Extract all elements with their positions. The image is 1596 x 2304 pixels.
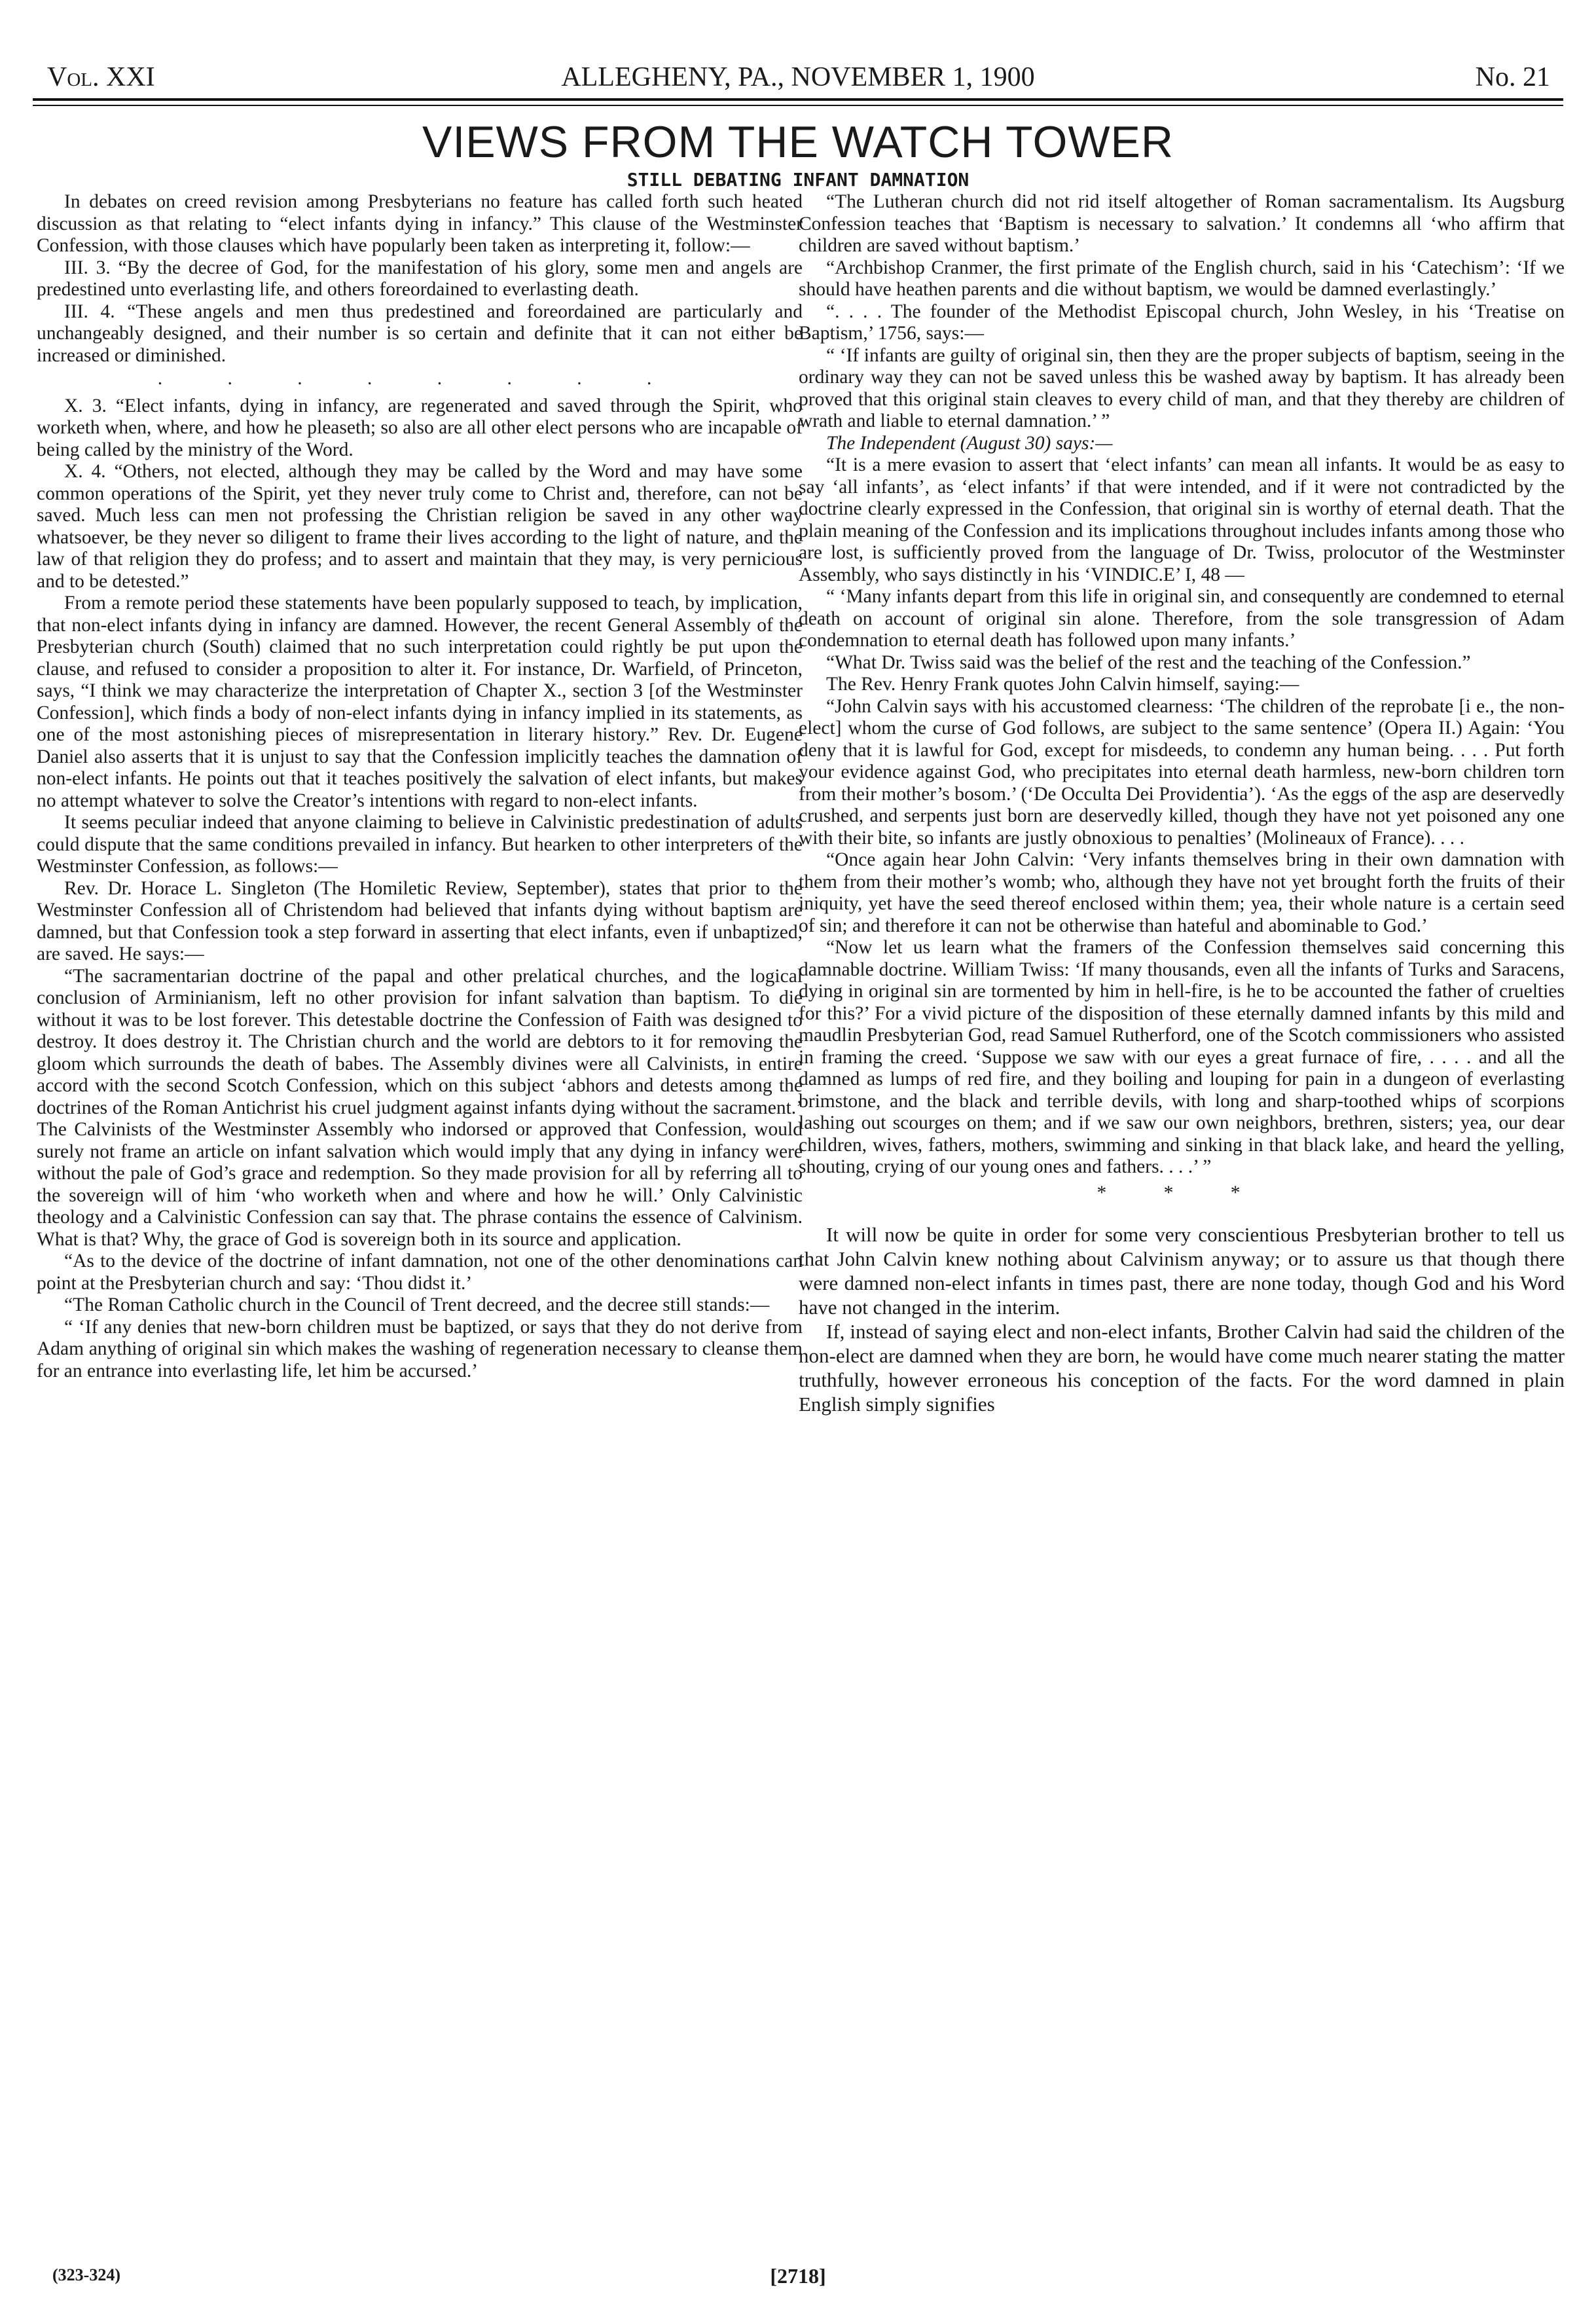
paragraph: It will now be quite in order for some very conscientious Presbyterian brother to tell us that John Calvin knew nothing about Calvinism anyway; or to assure us that though there were damned non-elect infants in times past, there are none today, though God and his Word have not changed in the interim. [799,1223,1565,1319]
paragraph: X. 4. “Others, not elected, although they may be called by the Word and may have some common operations of the Spirit, yet they never truly come to Christ and, therefore, can not be saved. Much less can men not professing the Christian religion be saved in any other way whatsoever, be they never so diligent to frame their lives according to the light of nature, and the law of that religion they do profess; and to assert and maintain that they may, is very pernicious and to be detested.” [37,461,803,592]
paragraph: If, instead of saying elect and non-elect infants, Brother Calvin had said the children of the non-elect are damned when they are born, he would have come much nearer stating the matter truthfully, however erroneous his conception of the facts. For the word damned in plain English simply signifies [799,1320,1565,1416]
paragraph: In debates on creed revision among Presbyterians no feature has called forth such heated discussion as that relating to “elect infants dying in infancy.” This clause of the Westminster Confession, with those clauses which have popularly been taken as interpreting it, follow:— [37,191,803,256]
paragraph: Rev. Dr. Horace L. Singleton (The Homiletic Review, September), states that prior to the Westminster Confession all of Christendom had believed that infants dying without baptism are damned, but that Confession took a step forward in asserting that elect infants, even if unbaptized, are saved. He says:— [37,877,803,964]
right-column [799,191,1565,1416]
page-range: (323-324) [52,2265,120,2284]
paragraph: “ ‘Many infants depart from this life in original sin, and consequently are condemned to eternal death on account of original sin alone. Therefore, from the sole transgression of Adam condemnation to eternal death has followed upon many infants.’ [799,586,1565,651]
paragraph: “John Calvin says with his accustomed clearness: ‘The children of the reprobate [i e., the non-elect] whom the curse of God follows, are subject to the same sentence’ (Opera II.) Again: ‘You deny that it is lawful for God, except for misdeeds, to condemn any human being. . . . Put forth your evidence against God, who precipitates into eternal death harmless, new-born children torn from their mother’s bosom.’ (‘De Occulta Dei Providentia’). ‘As the eggs of the asp are deservedly crushed, and serpents just born are deservedly killed, though they have not yet poisoned any one with their bite, so infants are justly obnoxious to penalties’ (Molineaux of France). . . . [799,695,1565,849]
paragraph: “The sacramentarian doctrine of the papal and other prelatical churches, and the logical conclusion of Arminianism, left no other provision for infant salvation than baptism. To die without it was to be lost forever. This detestable doctrine the Confession of Faith was designed to destroy. It does destroy it. The Christian church and the world are debtors to it for removing the gloom which surrounds the death of babes. The Assembly divines were all Calvinists, in entire accord with the second Scotch Confession, which on this subject ‘abhors and detests among the doctrines of the Roman Antichrist his cruel judgment against infants dying without the sacrament.’ The Calvinists of the Westminster Assembly who indorsed or approved that Confession, would surely not frame an article on infant salvation which would imply that any dying in infancy were without the pale of God’s grace and redemption. So they made provision for all by referring all to the sovereign will of him ‘who worketh when and where and how he will.’ Only Calvinistic theology and a Calvinistic Confession can say that. The phrase contains the essence of Calvinism. What is that? Why, the grace of God is sovereign both in its source and application. [37,965,803,1250]
page-number: [2718] [770,2264,826,2288]
page-title: VIEWS FROM THE WATCH TOWER [422,117,1174,167]
paragraph: “What Dr. Twiss said was the belief of the rest and the teaching of the Confession.” [826,651,1471,673]
left-column [37,191,803,1382]
paragraph: “Archbishop Cranmer, the first primate of the English church, said in his ‘Catechism’: ‘If we should have heathen parents and die without baptism, we would be damned everlastingly.’ [799,257,1565,300]
paragraph: “ ‘If any denies that new-born children must be baptized, or says that they do not derive from Adam anything of original sin which makes the washing of regeneration necessary to cleanse them for an entrance into everlasting life, let him be accursed.’ [37,1316,803,1381]
paragraph: III. 3. “By the decree of God, for the manifestation of his glory, some men and angels are predestined unto everlasting life, and others foreordained to everlasting death. [37,257,803,300]
masthead [33,52,1563,98]
paragraph: From a remote period these statements have been popularly supposed to teach, by implication, that non-elect infants dying in infancy are damned. However, the recent General Assembly of the Presbyterian church (South) claimed that no such interpretation could rightly be put upon the clause, and refused to consider a proposition to alter it. For instance, Dr. Warfield, of Princeton, says, “I think we may characterize the interpretation of Chapter X., section 3 [of the Westminster Confession], which finds a body of non-elect infants dying in infancy implied in its statements, as one of the most astonishing pieces of misrepresentation in literary history.” Rev. Dr. Eugene Daniel also asserts that it is unjust to say that the Confession implicitly teaches the damnation of non-elect infants. He points out that it teaches positively the salvation of elect infants, but makes no attempt whatever to solve the Creator’s intentions with regard to non-elect infants. [37,593,803,811]
ellipsis-divider: . . . . . . . . [157,368,682,389]
issue-number: No. 21 [1475,62,1550,92]
article-subtitle: STILL DEBATING INFANT DAMNATION [626,169,970,191]
paragraph: “The Lutheran church did not rid itself altogether of Roman sacramentalism. Its Augsburg Confession teaches that ‘Baptism is necessary to salvation.’ It condemns all ‘who affirm that children are saved without baptism.’ [799,191,1565,256]
paragraph: “ ‘If infants are guilty of original sin, then they are the proper subjects of baptism, seeing in the ordinary way they can not be saved unless this be washed away by baptism. It has already been proved that this original stain cleaves to every child of man, and that they thereby are children of wrath and liable to eternal damnation.’ ” [799,344,1565,431]
paragraph: The Rev. Henry Frank quotes John Calvin himself, saying:— [826,674,1299,695]
paragraph: It seems peculiar indeed that anyone claiming to believe in Calvinistic predestination of adults could dispute that the same conditions prevailed in infancy. But hearken to other interpreters of the Westminster Confession, as follows:— [37,812,803,877]
paragraph: “Once again hear John Calvin: ‘Very infants themselves bring in their own damnation with them from their mother’s womb; who, although they have not yet brought forth the fruits of their iniquity, yet have the seed thereof enclosed within them; yea, their whole nature is a certain seed of sin; and therefore it can not be otherwise than hateful and abominable to God.’ [799,849,1565,936]
paragraph: “It is a mere evasion to assert that ‘elect infants’ can mean all infants. It would be as easy to say ‘all infants’, as ‘elect infants’ if that were intended, and if it were not contradicted by the doctrine clearly expressed in the Confession, that original sin is worthy of eternal death. That the plain meaning of the Confession and its implications throughout includes infants among those who are lost, is sufficiently proved from the language of Dr. Twiss, prolocutor of the Westminster Assembly, who says distinctly in his ‘VINDIC.E’ I, 48 — [799,454,1565,585]
paragraph: “. . . . The founder of the Methodist Episcopal church, John Wesley, in his ‘Treatise on Baptism,’ 1756, says:— [799,301,1565,344]
paragraph: “As to the device of the doctrine of infant damnation, not one of the other denominations can point at the Presbyterian church and say: ‘Thou didst it.’ [37,1251,803,1294]
volume-label: Vol. XXI [47,62,155,92]
paragraph: III. 4. “These angels and men thus predestined and foreordained are particularly and unchangeably designed, and their number is so certain and definite that it can not either be increased or diminished. [37,301,803,366]
paragraph: “The Roman Catholic church in the Council of Trent decreed, and the decree still stands:— [64,1294,770,1315]
paragraph: “Now let us learn what the framers of the Confession themselves said concerning this damnable doctrine. William Twiss: ‘If many thousands, even all the infants of Turks and Saracens, dying in original sin are tormented by him in hell-fire, is he to be accounted the father of cruelties for this?’ For a vivid picture of the disposition of these eternally damned infants by this mild and maudlin Presbyterian God, read Samuel Rutherford, one of the Scotch commissioners who assisted in framing the creed. ‘Suppose we saw with our eyes a great furnace of fire, . . . . and all the damned as lumps of red fire, and they boiling and louping for pain in a dungeon of everlasting brimstone, and the black and terrible devils, with long and sharp-toothed whips of scorpions lashing out scourges on them; and if we saw our own neighbors, brethren, sisters; yea, our dear children, wives, fathers, mothers, swimming and sinking in that black lake, and heard the yelling, shouting, crying of our young ones and fathers. . . .’ ” [799,937,1565,1177]
masthead-rule-thick [33,98,1563,101]
star-divider: * * * [1097,1182,1267,1203]
paragraph: The Independent (August 30) says:— [826,432,1113,454]
masthead-rule-thin [33,105,1563,106]
place-date: ALLEGHENY, PA., NOVEMBER 1, 1900 [561,62,1035,92]
paragraph: X. 3. “Elect infants, dying in infancy, are regenerated and saved through the Spirit, who worketh when, where, and how he pleaseth; so also are all other elect persons who are incapable of being called by the ministry of the Word. [37,395,803,460]
